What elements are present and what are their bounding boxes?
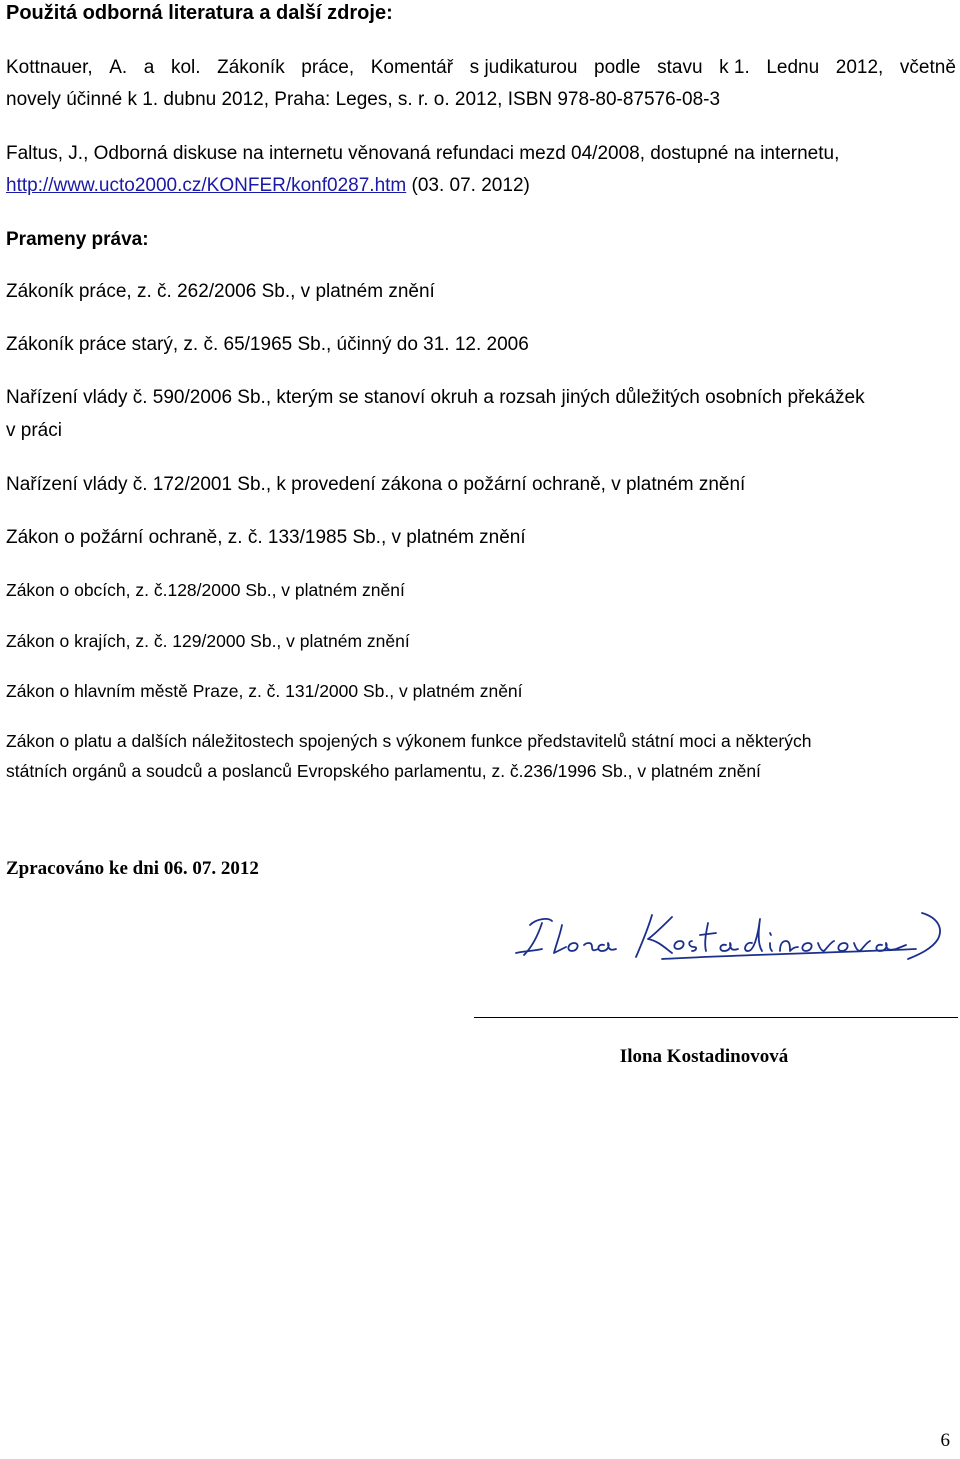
reference-kottnauer-line2: novely účinné k 1. dubnu 2012, Praha: Leges, s. r. o. 2012, ISBN 978-80-87576-08-3 [6, 89, 721, 110]
processed-date: Zpracováno ke dni 06. 07. 2012 [6, 858, 259, 879]
source-item-continuation: v práci [6, 420, 62, 441]
reference-faltus-line2 [6, 175, 530, 197]
reference-kottnauer-line1 [6, 57, 956, 79]
kottnauer-word: Komentář [370, 57, 454, 78]
kottnauer-word: včetně [899, 57, 956, 78]
reference-faltus-line1: Faltus, J., Odborná diskuse na internetu věnovaná refundaci mezd 04/2008, dostupné na internetu, [6, 143, 840, 164]
source-item: Zákoník práce, z. č. 262/2006 Sb., v platném znění [6, 281, 435, 302]
kottnauer-word: práce, [301, 57, 355, 78]
kottnauer-word: 2012, [835, 57, 884, 78]
signer-name: Ilona Kostadinovová [619, 1046, 789, 1067]
faltus-url-link[interactable]: http://www.ucto2000.cz/KONFER/konf0287.htm [6, 175, 407, 196]
kottnauer-word: k 1. [719, 57, 750, 78]
handwritten-signature [512, 905, 952, 977]
page-number: 6 [940, 1430, 950, 1451]
source-item: Zákon o požární ochraně, z. č. 133/1985 Sb., v platném znění [6, 527, 526, 548]
source-item: Nařízení vlády č. 590/2006 Sb., kterým se stanoví okruh a rozsah jiných důležitých osobních překážek [6, 387, 865, 408]
kottnauer-word: podle [594, 57, 641, 78]
faltus-access-date: (03. 07. 2012) [406, 175, 530, 196]
source-item: Zákon o obcích, z. č.128/2000 Sb., v platném znění [6, 580, 405, 600]
kottnauer-word: kol. [170, 57, 201, 78]
kottnauer-word: Kottnauer, [6, 57, 93, 78]
kottnauer-word: Lednu [766, 57, 820, 78]
source-item: Zákoník práce starý, z. č. 65/1965 Sb., účinný do 31. 12. 2006 [6, 334, 529, 355]
signature-line [474, 1017, 958, 1018]
kottnauer-word: s judikaturou [469, 57, 578, 78]
references-heading: Použitá odborná literatura a další zdroje: [6, 2, 393, 24]
source-item-continuation: státních orgánů a soudců a poslanců Evropského parlamentu, z. č.236/1996 Sb., v platném znění [6, 761, 761, 781]
source-item: Zákon o krajích, z. č. 129/2000 Sb., v platném znění [6, 631, 410, 651]
source-item: Nařízení vlády č. 172/2001 Sb., k provedení zákona o požární ochraně, v platném znění [6, 474, 746, 495]
kottnauer-word: A. [109, 57, 128, 78]
source-item: Zákon o hlavním městě Praze, z. č. 131/2000 Sb., v platném znění [6, 681, 523, 701]
sources-heading: Prameny práva: [6, 229, 149, 250]
kottnauer-word: a [143, 57, 155, 78]
kottnauer-word: Zákoník [217, 57, 285, 78]
source-item: Zákon o platu a dalších náležitostech spojených s výkonem funkce představitelů státní moci a některých [6, 731, 812, 751]
kottnauer-word: stavu [657, 57, 703, 78]
